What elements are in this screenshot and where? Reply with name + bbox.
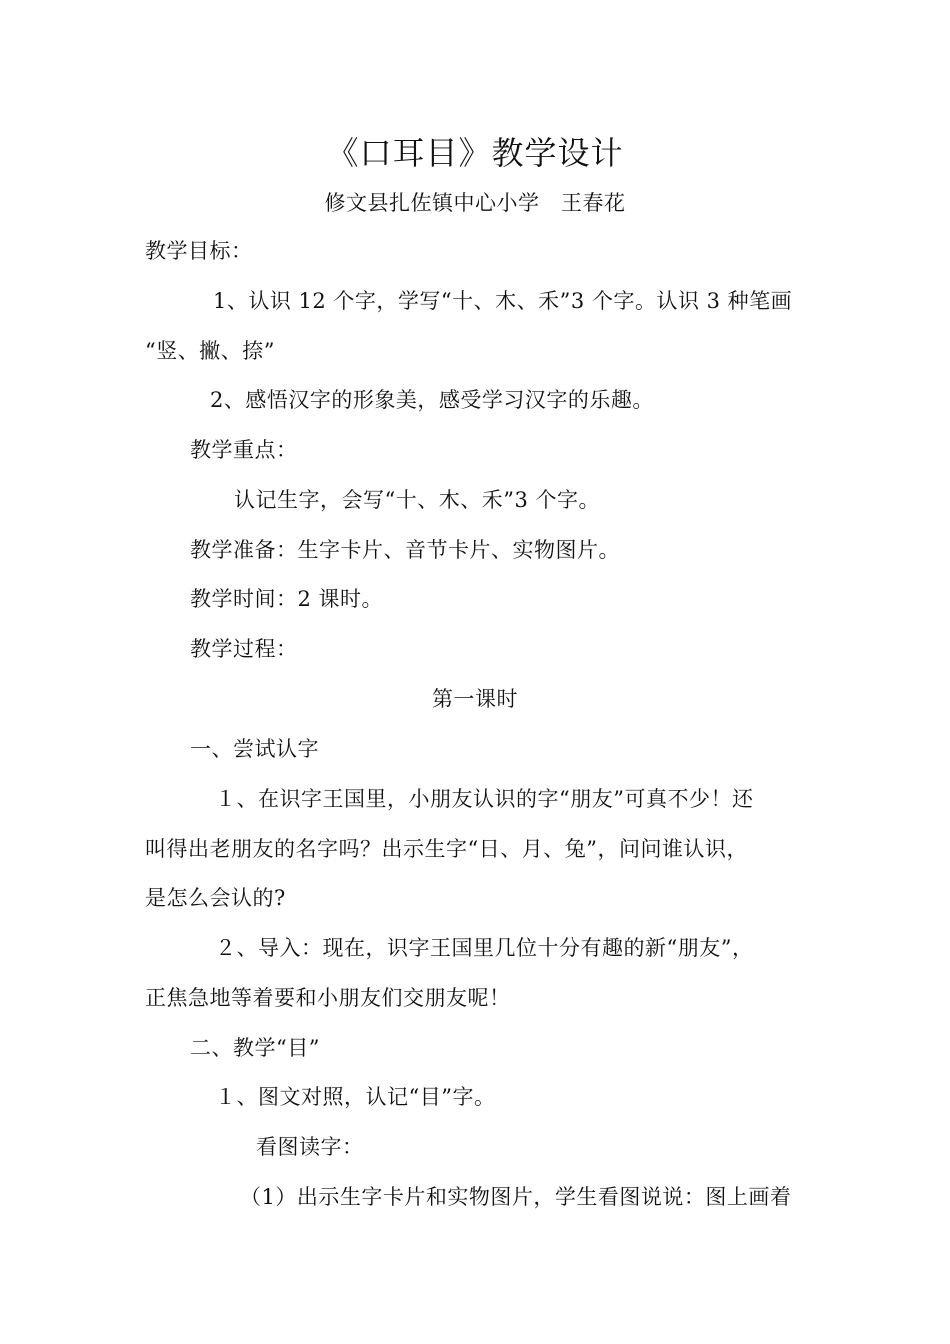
section-two-heading: 二、教学“目”	[190, 1036, 320, 1060]
process-heading: 教学过程：	[190, 637, 298, 661]
section-one-item-2-line-2: 正焦急地等着要和小朋友们交朋友呢！	[145, 986, 511, 1010]
time-line: 教学时间：2 课时。	[190, 587, 384, 611]
objective-1-line-1: 1、认识 12 个字，学写“十、木、禾”3 个字。认识 3 种笔画	[213, 289, 793, 313]
document-title: 《口耳目》教学设计	[326, 134, 624, 172]
author-line: 修文县扎佐镇中心小学 王春花	[324, 191, 626, 215]
objective-2: 2、感悟汉字的形象美，感受学习汉字的乐趣。	[210, 388, 654, 412]
section-one-item-2-line-1: ２、导入：现在，识字王国里几位十分有趣的新“朋友”，	[215, 936, 754, 960]
preparation-line: 教学准备：生字卡片、音节卡片、实物图片。	[190, 538, 620, 562]
section-one-item-1-line-2: 叫得出老朋友的名字吗？出示生字“日、月、兔”，问问谁认识，	[145, 837, 748, 861]
objective-1-line-2: “竖、撇、捺”	[145, 339, 275, 363]
section-two-item-1: １、图文对照，认记“目”字。	[215, 1085, 496, 1109]
objectives-heading: 教学目标：	[145, 239, 253, 263]
section-two-step-1: （1）出示生字卡片和实物图片，学生看图说说：图上画着	[240, 1185, 792, 1209]
look-and-read-label: 看图读字：	[256, 1135, 364, 1159]
section-one-item-1-line-1: １、在识字王国里，小朋友认识的字“朋友”可真不少！还	[215, 787, 754, 811]
section-one-item-1-line-3: 是怎么会认的?	[145, 886, 286, 910]
key-points-heading: 教学重点：	[190, 438, 298, 462]
lesson-one-heading: 第一课时	[432, 687, 518, 711]
section-one-heading: 一、尝试认字	[190, 737, 319, 761]
key-points-body: 认记生字，会写“十、木、禾”3 个字。	[234, 488, 601, 512]
